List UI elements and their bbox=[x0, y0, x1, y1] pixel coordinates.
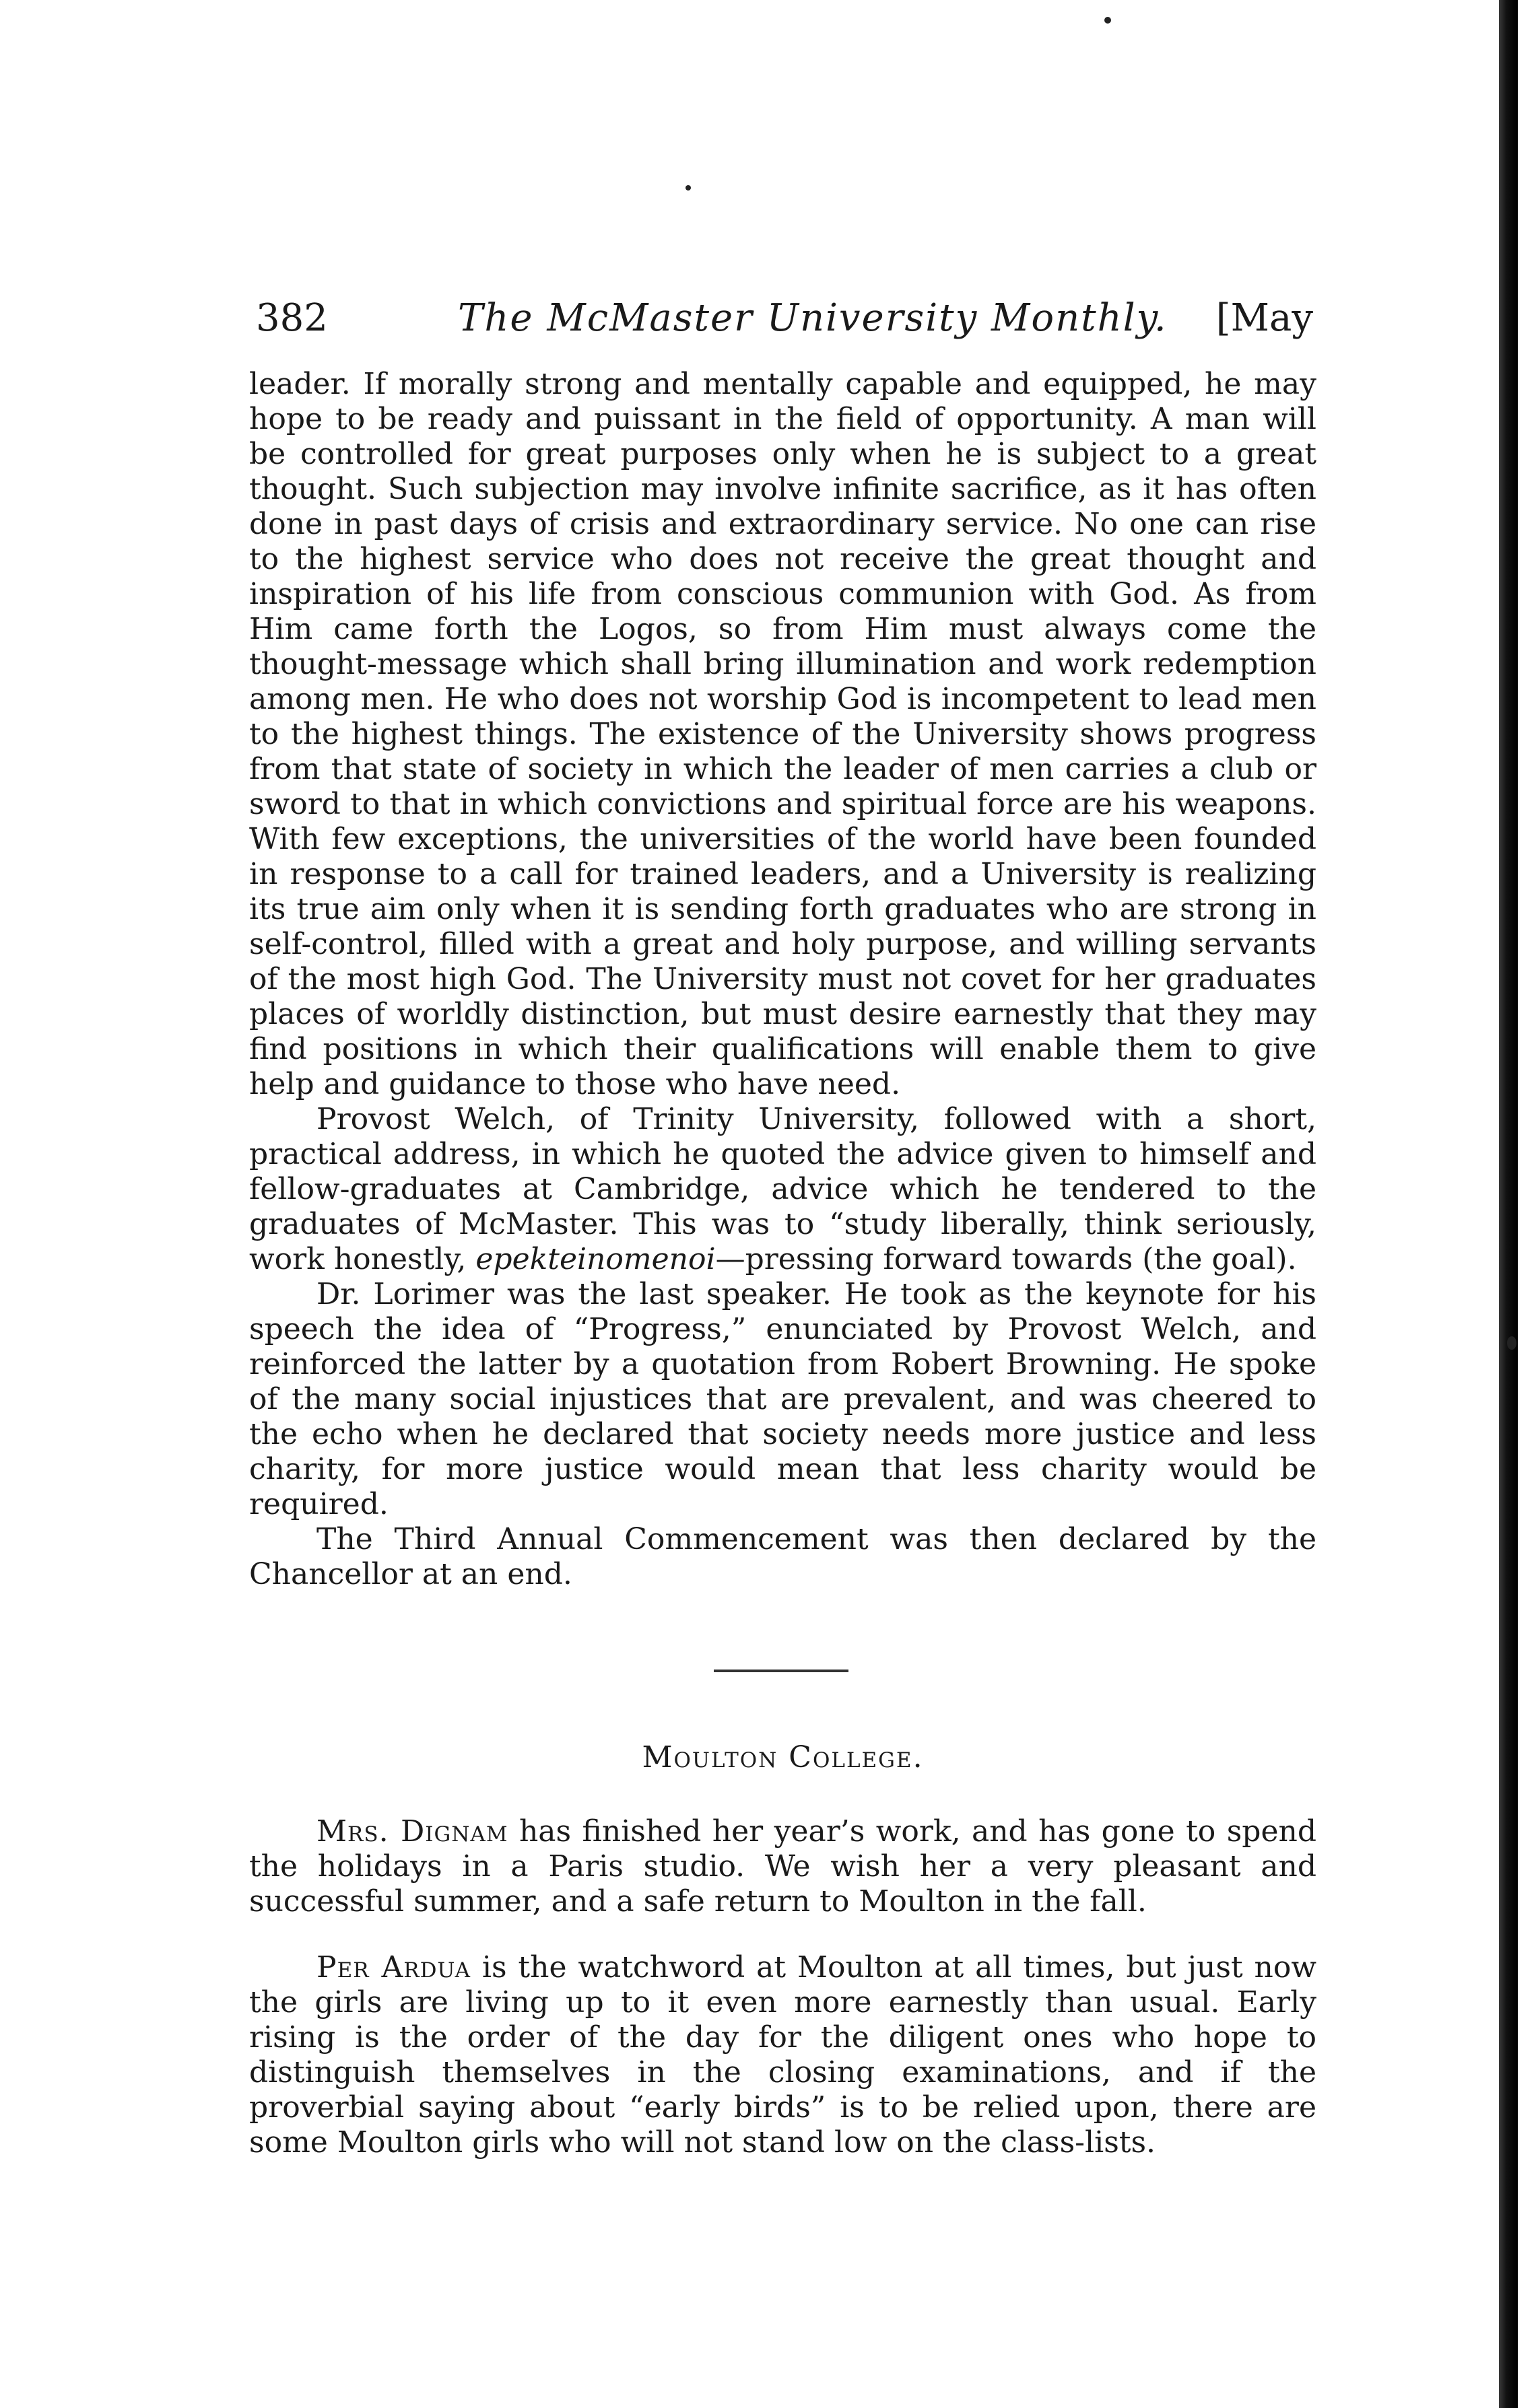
dignam-text: has finished her year’s work, and has gone to spend the holidays in a Paris studio. We wish her a very pleasant and successful summer, and a safe return to Moulton in the fall. bbox=[249, 1814, 1316, 1919]
provost-welch-text-end: —pressing forward towards (the goal). bbox=[715, 1242, 1297, 1276]
greek-word: epekteinomenoi bbox=[475, 1242, 716, 1276]
section-body bbox=[249, 1814, 1316, 2191]
provost-welch-text: Provost Welch, of Trinity University, followed with a short, practical address, in which he quoted the advice given to himself and fellow-graduates at Cambridge, advice which he tendered to the graduates of McMaster. This was to “study liberally, think seriously, work honestly, bbox=[249, 1102, 1316, 1276]
scan-speck bbox=[686, 185, 691, 191]
paragraph-dignam bbox=[249, 1814, 1316, 1919]
paragraph-leader: leader. If morally strong and mentally capable and equipped, he may hope to be ready and puissant in the field of opportunity. A man will be controlled for great purposes only when he is subject to a great thought. Such subjection may involve infinite sacrifice, as it has often done in past days of crisis and extraordinary service. No one can rise to the highest service who does not receive the great thought and inspiration of his life from conscious communion with God. As from Him came forth the Logos, so from Him must always come the thought-message which shall bring illumination and work redemption among men. He who does not worship God is incompetent to lead men to the highest things. The existence of the University shows progress from that state of society in which the leader of men carries a club or sword to that in which convictions and spiritual force are his weapons. With few exceptions, the universities of the world have been founded in response to a call for trained leaders, and a University is realizing its true aim only when it is sending forth graduates who are strong in self-control, filled with a great and holy purpose, and willing servants of the most high God. The University must not covet for her graduates places of worldly distinction, but must desire earnestly that they may find positions in which their qualifications will enable them to give help and guidance to those who have need. bbox=[249, 367, 1316, 1101]
running-head bbox=[256, 296, 1313, 343]
paragraph-provost-welch bbox=[249, 1102, 1316, 1277]
scan-speck bbox=[1507, 1336, 1516, 1350]
lead-motto: Per Ardua bbox=[316, 1950, 471, 1985]
article-body bbox=[249, 367, 1316, 1592]
paragraph-commencement-end: The Third Annual Commencement was then declared by the Chancellor at an end. bbox=[249, 1522, 1316, 1591]
issue-month: [May bbox=[1215, 296, 1313, 340]
paragraph-lorimer: Dr. Lorimer was the last speaker. He took as the keynote for his speech the idea of “Progress,” enunciated by Provost Welch, and reinforced the latter by a quotation from Robert Browning. He spoke of the many social injustices that are prevalent, and was cheered to the echo when he declared that society needs more justice and less charity, for more justice would mean that less charity would be required. bbox=[249, 1277, 1316, 1521]
scan-binding-edge bbox=[1499, 0, 1518, 2408]
section-divider bbox=[714, 1670, 848, 1672]
journal-title: The McMaster University Monthly. bbox=[458, 296, 1168, 340]
lead-name: Mrs. Dignam bbox=[316, 1814, 508, 1849]
scan-speck bbox=[1104, 17, 1111, 24]
per-ardua-text: is the watchword at Moulton at all times, but just now the girls are living up to it even more earnestly than usual. Early rising is the order of the day for the diligent ones who hope to distinguish themselves in the closing examinations, and if the proverbial saying about “early birds” is to be relied upon, there are some Moulton girls who will not stand low on the class-lists. bbox=[249, 1950, 1317, 2160]
paragraph-per-ardua bbox=[249, 1950, 1316, 2160]
page-number: 382 bbox=[256, 296, 328, 340]
section-heading: Moulton College. bbox=[642, 1740, 924, 1775]
